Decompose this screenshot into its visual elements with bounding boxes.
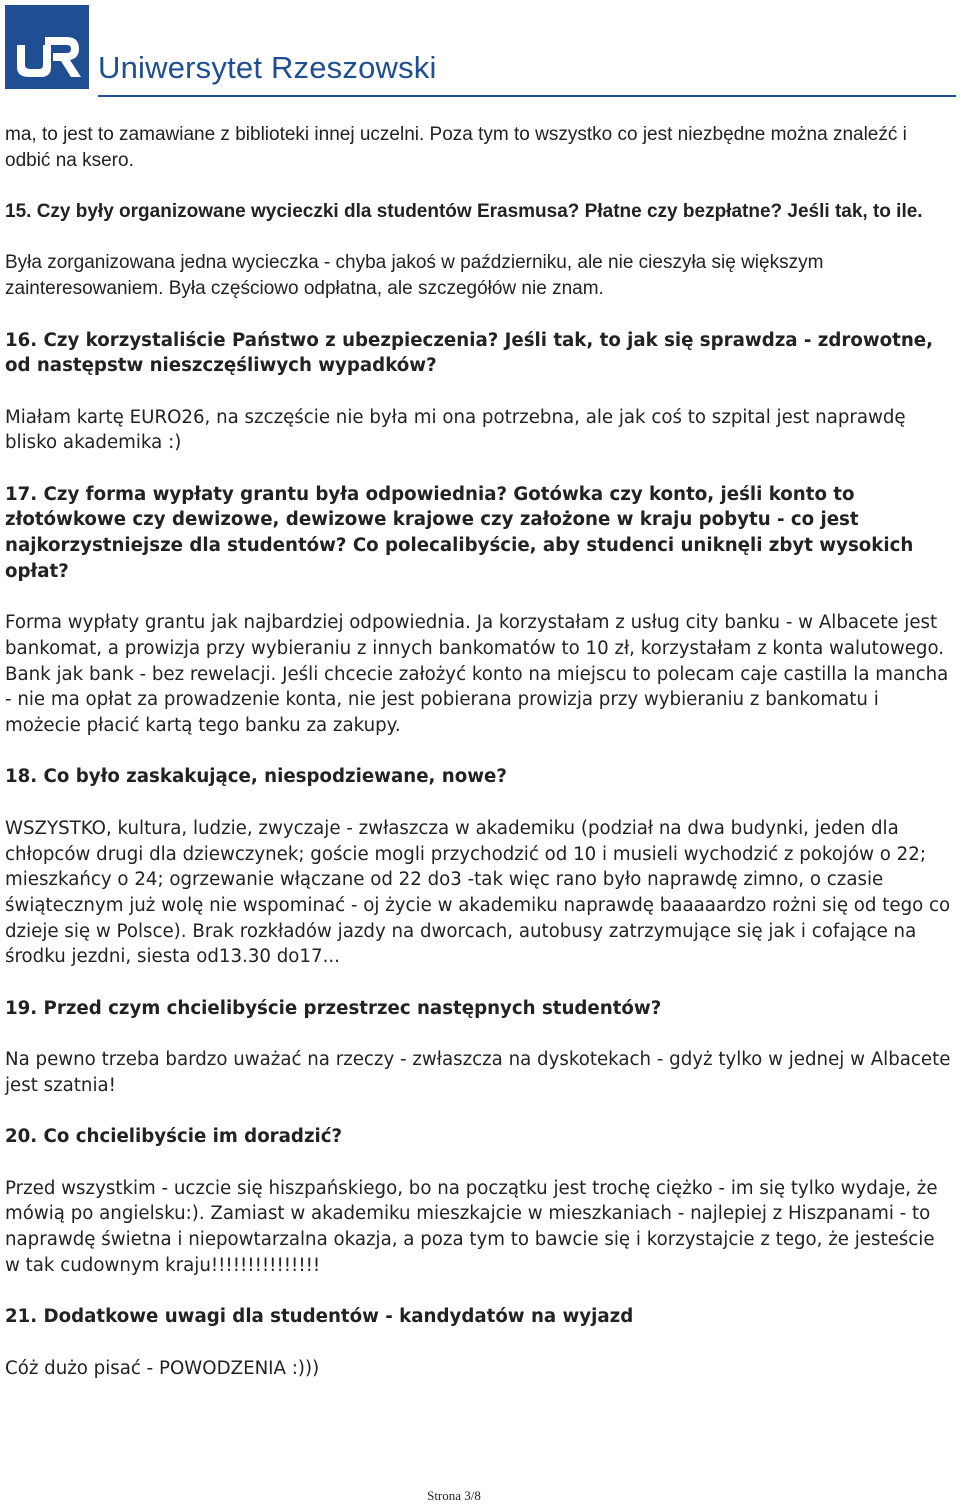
question-18: 18. Co było zaskakujące, niespodziewane, nowe? [5, 766, 507, 788]
header-divider [98, 95, 956, 97]
question-17: 17. Czy forma wypłaty grantu była odpowiednia? Gotówka czy konto, jeśli konto to złotówkowe czy dewizowe, dewizowe krajowe czy założone w kraju pobytu - co jest najkorzystniejsze dla studentów? Co polecalibyście, aby studenci uniknęli zbyt wysokich opłat? [5, 483, 914, 582]
question-19: 19. Przed czym chcielibyście przestrzec następnych studentów? [5, 997, 662, 1019]
question-21: 21. Dodatkowe uwagi dla studentów - kandydatów na wyjazd [5, 1306, 634, 1328]
answer-17: Forma wypłaty grantu jak najbardziej odpowiednia. Ja korzystałam z usług city banku - w Albacete jest bankomat, a prowizja przy wybieraniu z innych bankomatów to 10 zł, korzystałam z konta walutowego. Bank jak bank - bez rewelacji. Jeśli chcecie założyć konto na miejscu to polecam caje castilla la mancha - nie ma opłat za prowadzenie konta, nie jest pobierana prowizja przy wybieraniu z bankomatu i możecie płacić kartą tego banku za zakupy. [5, 612, 949, 737]
answer-15: Była zorganizowana jedna wycieczka - chyba jakoś w październiku, ale nie cieszyła się większym zainteresowaniem. Była częściowo odpłatna, ale szczegółów nie znam. [5, 252, 824, 300]
question-16: 16. Czy korzystaliście Państwo z ubezpieczenia? Jeśli tak, to jak się sprawdza - zdrowotne, od następstw nieszczęśliwych wypadków? [5, 329, 934, 377]
university-name: Uniwersytet Rzeszowski [98, 50, 437, 85]
answer-21: Cóż dużo pisać - POWODZENIA :))) [5, 1357, 320, 1379]
question-20: 20. Co chcielibyście im doradzić? [5, 1126, 343, 1148]
answer-18: WSZYSTKO, kultura, ludzie, zwyczaje - zwłaszcza w akademiku (podział na dwa budynki, jeden dla chłopców drugi dla dziewczynek; goście mogli przychodzić od 10 i musieli wychodzić z pokojów o 22; mieszkańcy o 24; ogrzewanie włączane od 22 do3 -tak więc rano było naprawdę zimno, o czasie świątecznym już wolę nie wspominać - oj życie w akademiku naprawdę baaaaardzo rożni się od tego co dzieje się w Polsce). Brak rozkładów jazdy na dworcach, autobusy zatrzymujące się jak i cofające na środku jezdni, siesta od13.30 do17... [5, 817, 951, 968]
answer-19: Na pewno trzeba bardzo uważać na rzeczy - zwłaszcza na dyskotekach - gdyż tylko w jednej w Albacete jest szatnia! [5, 1049, 951, 1096]
answer-20: Przed wszystkim - uczcie się hiszpańskiego, bo na początku jest trochę ciężko - im się tylko wydaje, że mówią po angielsku:). Zamiast w akademiku mieszkajcie w mieszkaniach - najlepiej z Hiszpanami - to naprawdę świetna i niepowtarzalna okazja, a poza tym to bawcie się i korzystajcie z tego, że jesteście w tak cudownym kraju!!!!!!!!!!!!!!! [5, 1177, 938, 1276]
answer-16: Miałam kartę EURO26, na szczęście nie była mi ona potrzebna, ale jak coś to szpital jest naprawdę blisko akademika :) [5, 406, 906, 454]
university-logo [5, 5, 89, 89]
paragraph-intro: ma, to jest to zamawiane z biblioteki innej uczelni. Poza tym to wszystko co jest niezbędne można znaleźć i odbić na ksero. [5, 124, 907, 171]
document-body [5, 122, 955, 1407]
question-15: 15. Czy były organizowane wycieczki dla studentów Erasmusa? Płatne czy bezpłatne? Jeśli tak, to ile. [5, 201, 923, 223]
page-header [0, 0, 960, 100]
page-number: Strona 3/8 [427, 1488, 481, 1503]
